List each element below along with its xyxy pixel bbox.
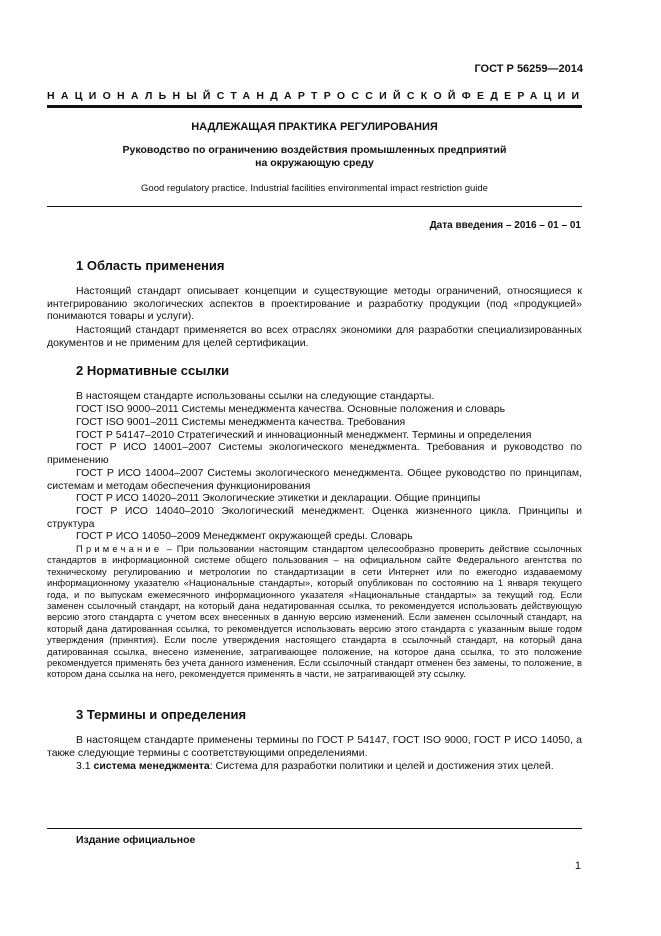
term-number: 3.1 (76, 760, 94, 772)
term-definition (47, 760, 582, 773)
header-divider (47, 105, 582, 108)
reference-item: ГОСТ ISO 9001–2011 Системы менеджмента качества. Требования (76, 416, 406, 428)
english-title: Good regulatory practice. Industrial facilities environmental impact restriction guide (141, 183, 488, 194)
note-text: – При пользовании настоящим стандартом целесообразно проверить действие ссылочных стандартов в информационной системе общего пользования – на официальном сайте Федерального агентства по техническому регулированию и метрологии по стандартизации в сети Интернет или по ежегодно издаваемому информационному указателю «Национальные стандарты», который опубликован по состоянию на 1 января текущего года, и по выпускам ежемесячного информационного указателя «Национальные стандарты» за текущий год. Если заменен ссылочный стандарт, на который дана недатированная ссылка, то рекомендуется использовать действующую версию этого стандарта с учетом всех внесенных в данную версию изменений. Если заменен ссылочный стандарт, на который дана датированная ссылка, то рекомендуется использовать версию этого стандарта с указанным выше годом утверждения (принятия). Если после утверждения настоящего стандарта в ссылочный стандарт, на который дана датированная ссылка, внесено изменение, затрагивающее положение, на которое дана ссылка, то это положение рекомендуется применять без учета данного изменения. Если ссылочный стандарт отменен без замены, то положение, в котором дана ссылка на него, рекомендуется применять в части, не затрагивающей эту ссылку. (47, 543, 582, 680)
term-text: : Система для разработки политики и целей и достижения этих целей. (209, 760, 554, 772)
reference-item: ГОСТ Р ИСО 14004–2007 Системы экологического менеджмента. Общее руководство по принципам, системам и методам обеспечения функционирования (47, 467, 582, 492)
banner-word: СТАНДАРТ (216, 90, 324, 102)
subtitle-line: на окружающую среду (255, 157, 374, 169)
banner-word: РОССИЙСКОЙ (323, 90, 462, 102)
title-divider (47, 206, 582, 207)
reference-item: ГОСТ Р 54147–2010 Стратегический и инновационный менеджмент. Термины и определения (76, 429, 532, 441)
reference-item: ГОСТ Р ИСО 14020–2011 Экологические этикетки и декларации. Общие принципы (76, 492, 481, 504)
reference-item: ГОСТ Р ИСО 14040–2010 Экологический менеджмент. Оценка жизненного цикла. Принципы и структура (47, 505, 582, 530)
reference-item: ГОСТ Р ИСО 14001–2007 Системы экологического менеджмента. Требования и руководство по применению (47, 441, 582, 466)
introduction-date: Дата введения – 2016 – 01 – 01 (429, 220, 581, 231)
footer-divider (47, 828, 582, 829)
section-1-paragraph: Настоящий стандарт описывает концепции и существующие методы ограничений, относящиеся к интегрированию экологических аспектов в проектирование и разработку продукции (под «продукцией» понимаются товары и услуги). (47, 285, 582, 323)
document-code: ГОСТ Р 56259—2014 (474, 63, 583, 75)
reference-item: ГОСТ ISO 9000–2011 Системы менеджмента качества. Основные положения и словарь (76, 403, 506, 415)
term-name: система менеджмента (93, 760, 210, 772)
section-3-paragraph: В настоящем стандарте применены термины по ГОСТ Р 54147, ГОСТ ISO 9000, ГОСТ Р ИСО 14050, а также следующие термины с соответствующими определениями. (47, 734, 582, 759)
page-number: 1 (574, 860, 581, 872)
section-3-heading: 3 Термины и определения (76, 707, 247, 722)
subtitle-line: Руководство по ограничению воздействия промышленных предприятий (122, 144, 507, 156)
banner-word: ФЕДЕРАЦИИ (461, 90, 586, 102)
section-1-paragraph: Настоящий стандарт применяется во всех отраслях экономики для разработки специализированных документов и не применим для целей сертификации. (47, 324, 582, 349)
document-title: НАДЛЕЖАЩАЯ ПРАКТИКА РЕГУЛИРОВАНИЯ (191, 121, 438, 133)
national-standard-banner (47, 90, 586, 102)
section-2-heading: 2 Нормативные ссылки (76, 363, 230, 378)
document-subtitle (47, 144, 582, 170)
section-1-heading: 1 Область применения (76, 258, 225, 273)
note-label: Примечание (76, 543, 163, 554)
reference-item: ГОСТ Р ИСО 14050–2009 Менеджмент окружающей среды. Словарь (76, 530, 413, 542)
banner-word: НАЦИОНАЛЬНЫЙ (47, 90, 217, 102)
references-note (47, 543, 582, 680)
official-edition-label: Издание официальное (76, 834, 196, 846)
references-intro: В настоящем стандарте использованы ссылки на следующие стандарты. (76, 390, 435, 402)
